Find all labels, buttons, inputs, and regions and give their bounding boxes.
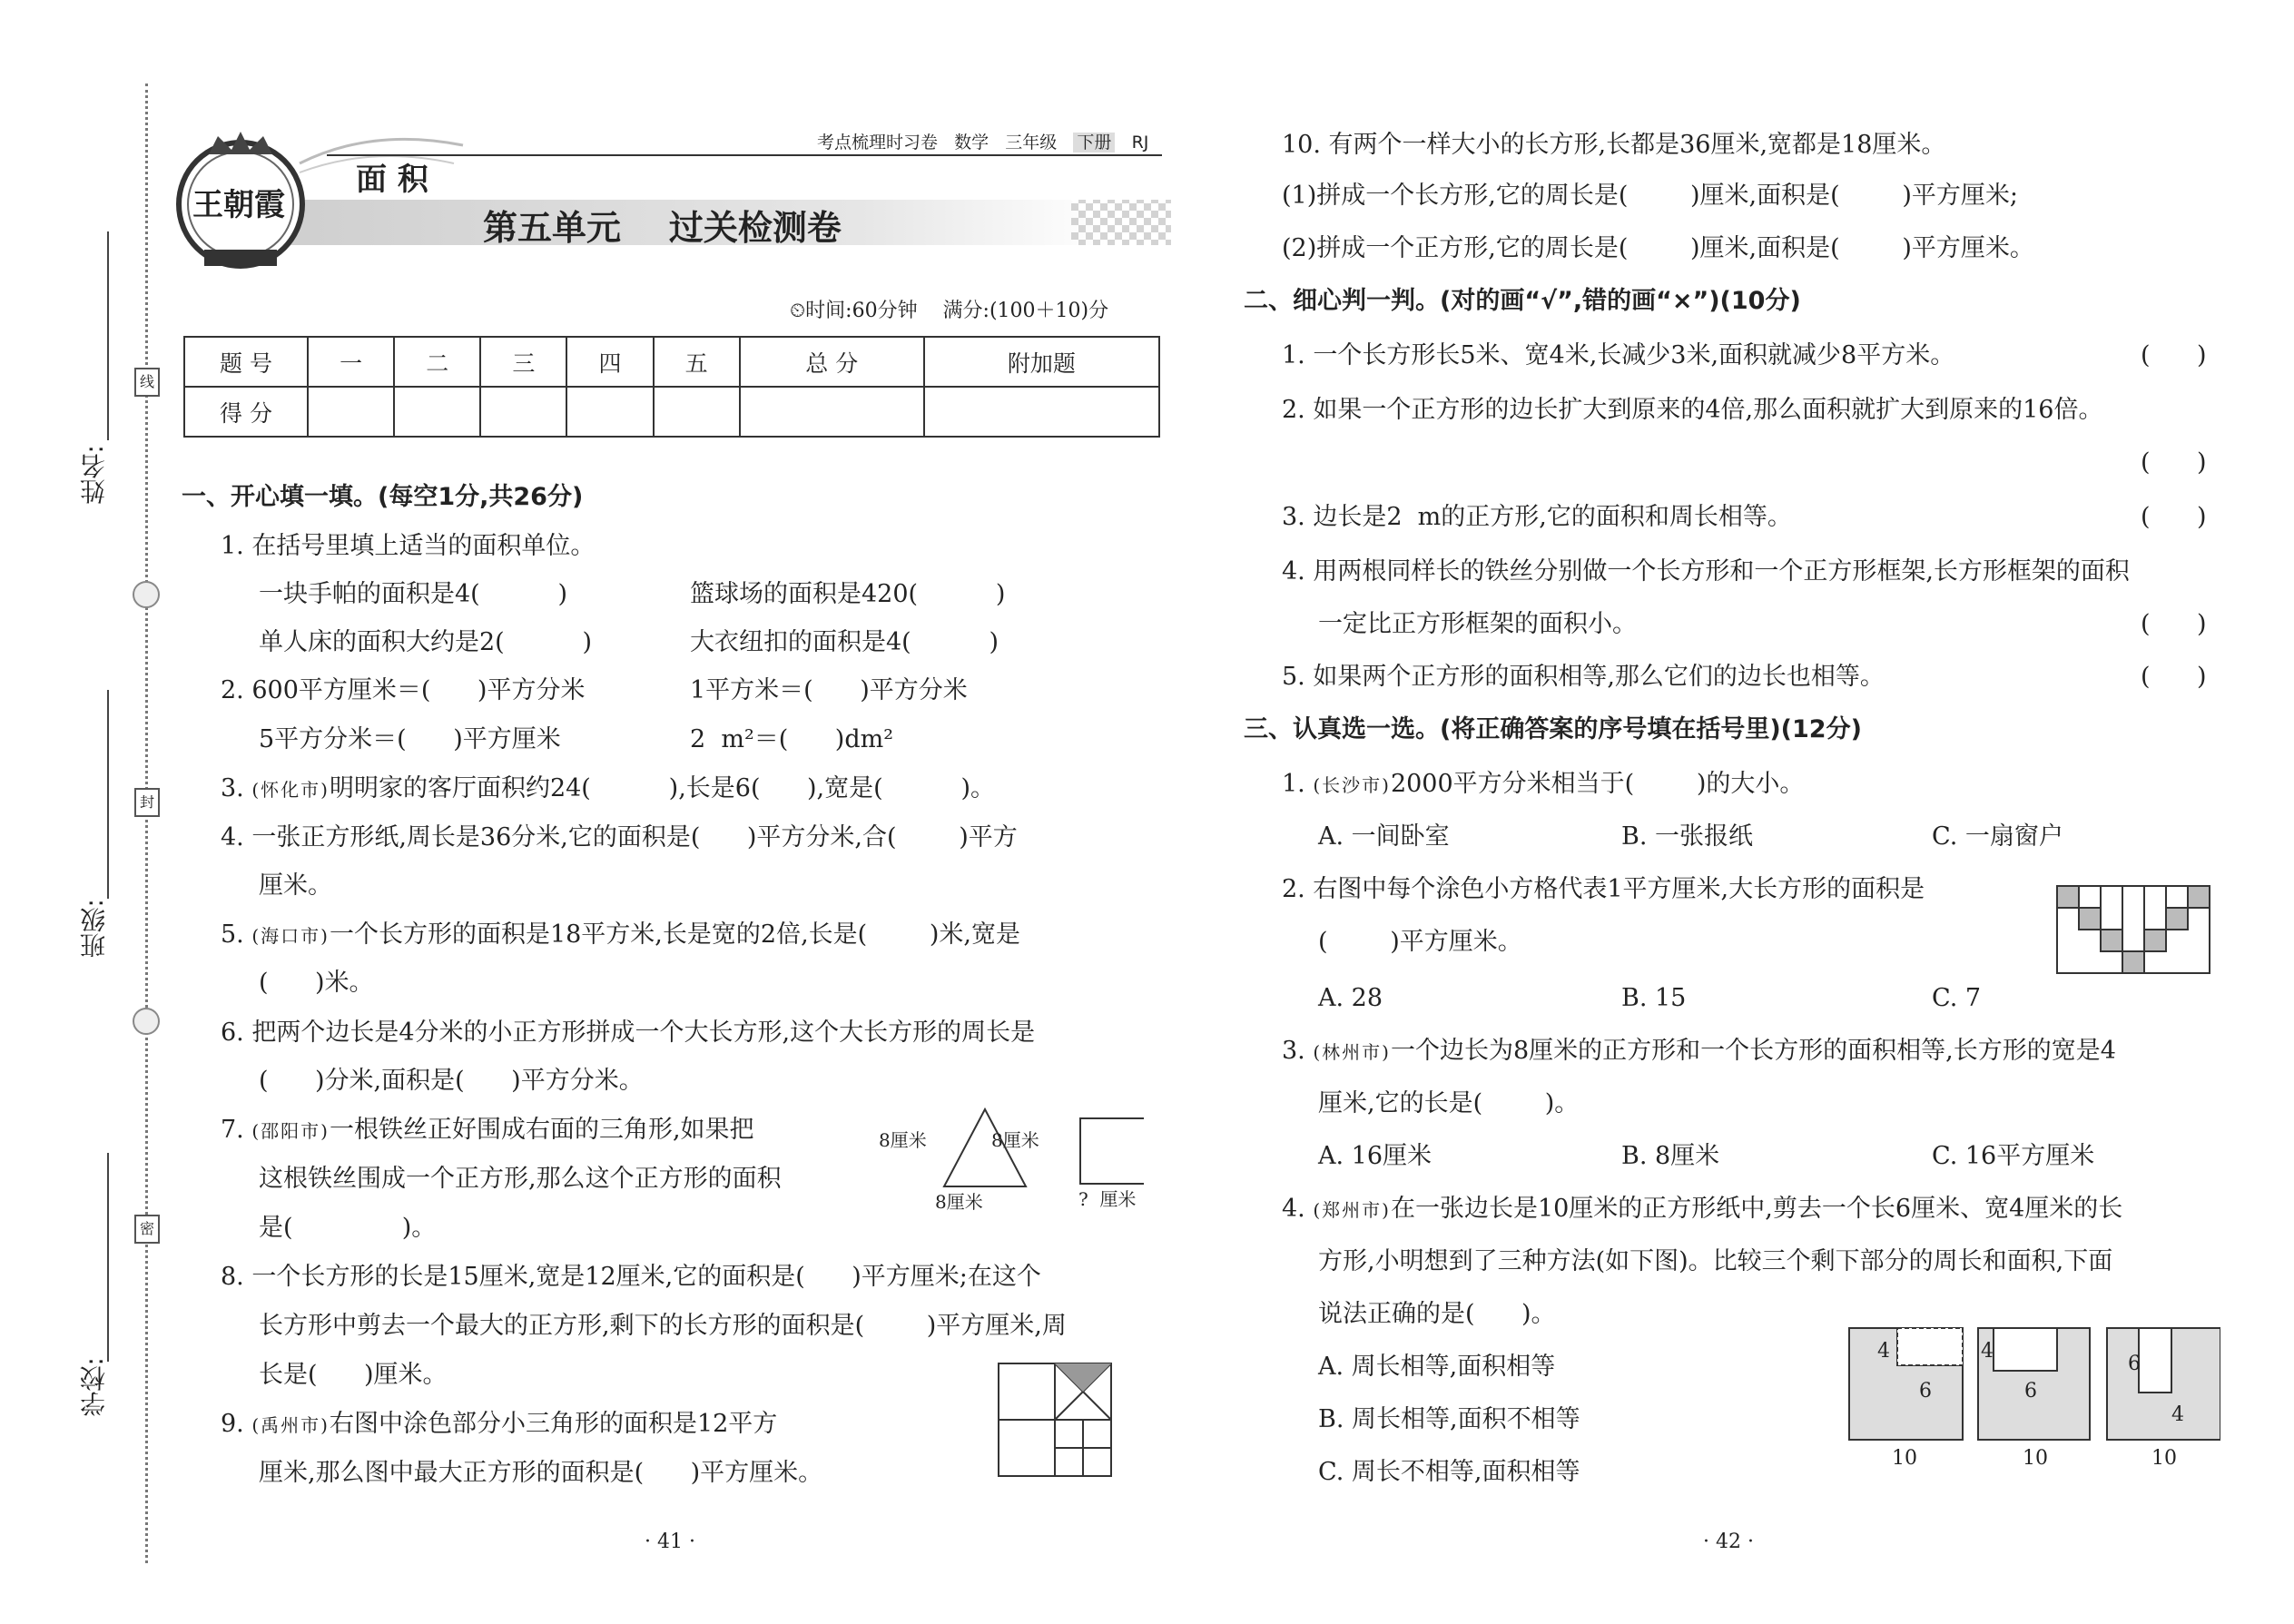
c3-source: (林州市) (1313, 1041, 1391, 1063)
c4-source: (郑州市) (1313, 1199, 1391, 1221)
score-cell: 三 (480, 337, 566, 387)
square-grid-figure (997, 1362, 1115, 1481)
choice-1-b[interactable]: B. 一张报纸 (1621, 822, 1754, 851)
logo-text: 王朝霞 (192, 187, 285, 223)
choice-4b: 方形,小明想到了三种方法(如下图)。比较三个剩下部分的周长和面积,下面 (1318, 1247, 2113, 1275)
fig3-label-6: 6 (2128, 1353, 2141, 1375)
choice-4: 4. (郑州市)在一张边长是10厘米的正方形纸中,剪去一个长6厘米、宽4厘米的长 (1282, 1195, 2123, 1223)
name-underline (107, 231, 109, 440)
q4: 4. 一张正方形纸,周长是36分米,它的面积是( )平方分米,合( )平方 (221, 823, 1018, 851)
q1a: 一块手帕的面积是4( ) (259, 580, 568, 608)
q2c: 5平方分米＝( )平方厘米 (259, 725, 561, 753)
score-table (183, 336, 1160, 438)
q10a: (1)拼成一个长方形,它的周长是( )厘米,面积是( )平方厘米; (1282, 182, 2018, 210)
choice-2-a[interactable]: A. 28 (1318, 984, 1383, 1012)
q3: 3. (怀化市)明明家的客厅面积约24( ),长是6( ),宽是( )。 (221, 774, 995, 802)
line-mark: 线 (134, 368, 160, 397)
page-number-left: · 41 · (645, 1530, 695, 1553)
judge-4: 4. 用两根同样长的铁丝分别做一个长方形和一个正方形框架,长方形框架的面积 (1282, 557, 2130, 586)
header-series (817, 129, 1148, 153)
series-name: 考点梳理时习卷 (817, 133, 939, 153)
score-value-row (184, 387, 1159, 437)
choice-4c: 说法正确的是( )。 (1318, 1300, 1556, 1328)
score-input-cell[interactable] (740, 387, 924, 437)
judge-2: 2. 如果一个正方形的边长扩大到原来的4倍,那么面积就扩大到原来的16倍。 (1282, 396, 2103, 424)
choice-1-a[interactable]: A. 一间卧室 (1318, 822, 1450, 851)
fig1-label-10: 10 (1892, 1447, 1917, 1470)
judge-2-answer[interactable]: ( ) (2141, 448, 2207, 477)
choice-4-a[interactable]: A. 周长相等,面积相等 (1318, 1353, 1556, 1381)
volume-name: 下册 (1073, 133, 1115, 153)
square-side-label: ? 厘米 (1078, 1188, 1137, 1210)
choice-2b: ( )平方厘米。 (1318, 928, 1522, 956)
q7c: 是( )。 (259, 1214, 437, 1242)
score-input-cell[interactable] (480, 387, 566, 437)
q9b: 厘米,那么图中最大正方形的面积是( )平方厘米。 (259, 1459, 823, 1487)
name-label: 姓名: (79, 445, 109, 505)
class-label: 班级: (79, 899, 109, 959)
score-cell: 总 分 (740, 337, 924, 387)
choice-1: 1. (长沙市)2000平方分米相当于( )的大小。 (1282, 770, 1805, 798)
page-title: 第五单元 过关检测卷 (483, 208, 842, 248)
class-underline (107, 690, 109, 899)
fig2-label-10: 10 (2023, 1447, 2048, 1470)
binding-dot-icon (133, 1008, 160, 1035)
judge-1: 1. 一个长方形长5米、宽4米,长减少3米,面积就减少8平方米。 (1282, 341, 1955, 369)
score-cell: 得 分 (184, 387, 308, 437)
fig2-label-6: 6 (2024, 1380, 2037, 1403)
q2b: 1平方米＝( )平方分米 (690, 676, 968, 704)
q1b: 篮球场的面积是420( ) (690, 580, 1006, 608)
score-cell: 附加题 (924, 337, 1159, 387)
q5-source: (海口市) (251, 925, 330, 947)
q8b: 长方形中剪去一个最大的正方形,剩下的长方形的面积是( )平方厘米,周 (259, 1312, 1067, 1340)
fig1-label-4: 4 (1877, 1340, 1890, 1363)
binding-dotted-line (145, 84, 148, 1563)
close-mark: 密 (134, 1215, 160, 1244)
edition-name: RJ (1131, 133, 1149, 153)
section-3-heading: 三、认真选一选。(将正确答案的序号填在括号里)(12分) (1244, 715, 1862, 743)
q7-source: (邵阳市) (251, 1120, 330, 1142)
triangle-left-label: 8厘米 (879, 1129, 927, 1151)
section-2-heading: 二、细心判一判。(对的画“√”,错的画“×”)(10分) (1244, 287, 1801, 315)
q7b: 这根铁丝围成一个正方形,那么这个正方形的面积 (259, 1165, 782, 1193)
topic-title: 面 积 (356, 162, 428, 198)
q5: 5. (海口市)一个长方形的面积是18平方米,长是宽的2倍,长是( )米,宽是 (221, 920, 1020, 949)
c1-source: (长沙市) (1313, 774, 1391, 796)
c3-text: 一个边长为8厘米的正方形和一个长方形的面积相等,长方形的宽是4 (1390, 1037, 2116, 1065)
q7-text: 一根铁丝正好围成右面的三角形,如果把 (329, 1116, 754, 1144)
triangle-right-label: 8厘米 (991, 1129, 1039, 1151)
choice-4-c[interactable]: C. 周长不相等,面积相等 (1318, 1458, 1580, 1486)
q5-text: 一个长方形的面积是18平方米,长是宽的2倍,长是( )米,宽是 (329, 920, 1020, 949)
school-underline (107, 1153, 109, 1362)
choice-3-a[interactable]: A. 16厘米 (1318, 1142, 1433, 1170)
q10: 10. 有两个一样大小的长方形,长都是36厘米,宽都是18厘米。 (1282, 131, 1946, 159)
c4-text: 在一张边长是10厘米的正方形纸中,剪去一个长6厘米、宽4厘米的长 (1390, 1195, 2123, 1223)
q1: 1. 在括号里填上适当的面积单位。 (221, 532, 596, 560)
score-cell: 二 (394, 337, 480, 387)
score-input-cell[interactable] (308, 387, 394, 437)
score-input-cell[interactable] (566, 387, 653, 437)
fig2-label-4: 4 (1981, 1340, 1994, 1363)
seal-mark: 封 (134, 788, 160, 817)
fig3-label-4: 4 (2171, 1403, 2184, 1426)
q8c: 长是( )厘米。 (259, 1361, 448, 1389)
q3-source: (怀化市) (251, 779, 330, 801)
q8: 8. 一个长方形的长是15厘米,宽是12厘米,它的面积是( )平方厘米;在这个 (221, 1263, 1041, 1291)
q1d: 大衣纽扣的面积是4( ) (690, 628, 999, 656)
choice-2-b[interactable]: B. 15 (1621, 984, 1687, 1012)
school-label: 学校: (79, 1357, 109, 1417)
header-rule (327, 154, 1162, 156)
choice-3: 3. (林州市)一个边长为8厘米的正方形和一个长方形的面积相等,长方形的宽是4 (1282, 1037, 2116, 1065)
score-input-cell[interactable] (654, 387, 740, 437)
q9-source: (禹州市) (251, 1414, 330, 1436)
q9-text: 右图中涂色部分小三角形的面积是12平方 (329, 1410, 778, 1438)
q6b: ( )分米,面积是( )平方分米。 (259, 1067, 644, 1095)
subject-name: 数学 (954, 133, 989, 153)
q7: 7. (邵阳市)一根铁丝正好围成右面的三角形,如果把 (221, 1116, 754, 1144)
q1c: 单人床的面积大约是2( ) (259, 628, 593, 656)
judge-3: 3. 边长是2 m的正方形,它的面积和周长相等。 (1282, 503, 1792, 531)
q2d: 2 m²＝( )dm² (690, 725, 894, 753)
fig1-label-6: 6 (1919, 1380, 1932, 1403)
score-cell: 四 (566, 337, 653, 387)
fig3-label-10: 10 (2151, 1447, 2177, 1470)
score-input-cell[interactable] (394, 387, 480, 437)
stair-grid-figure (2056, 885, 2212, 976)
score-cell: 一 (308, 337, 394, 387)
score-header-row (184, 337, 1159, 387)
judge-5: 5. 如果两个正方形的面积相等,那么它们的边长也相等。 (1282, 663, 1885, 691)
score-input-cell[interactable] (924, 387, 1159, 437)
triangle-bottom-label: 8厘米 (935, 1191, 983, 1213)
c1-text: 2000平方分米相当于( )的大小。 (1390, 770, 1805, 798)
choice-1-c[interactable]: C. 一扇窗户 (1932, 822, 2063, 851)
q5b: ( )米。 (259, 969, 374, 997)
score-cell: 五 (654, 337, 740, 387)
choice-3-b[interactable]: B. 8厘米 (1621, 1142, 1720, 1170)
score-cell: 题 号 (184, 337, 308, 387)
q3-text: 明明家的客厅面积约24( ),长是6( ),宽是( )。 (329, 774, 995, 802)
judge-4b: 一定比正方形框架的面积小。 (1318, 610, 1637, 638)
judge-5-answer[interactable]: ( ) (2141, 663, 2207, 691)
q9: 9. (禹州市)右图中涂色部分小三角形的面积是12平方 (221, 1410, 778, 1438)
section-1-heading: 一、开心填一填。(每空1分,共26分) (182, 483, 584, 511)
judge-4-answer[interactable]: ( ) (2141, 610, 2207, 638)
q2a: 2. 600平方厘米＝( )平方分米 (221, 676, 586, 704)
page-number-right: · 42 · (1703, 1530, 1754, 1553)
time-info: ⏲时间:60分钟 满分:(100＋10)分 (790, 300, 1109, 322)
binding-dot-icon (133, 581, 160, 608)
judge-1-answer[interactable]: ( ) (2141, 341, 2207, 369)
q6: 6. 把两个边长是4分米的小正方形拼成一个大长方形,这个大长方形的周长是 (221, 1019, 1036, 1047)
judge-3-answer[interactable]: ( ) (2141, 503, 2207, 531)
q4b: 厘米。 (259, 871, 332, 900)
choice-3-c[interactable]: C. 16平方厘米 (1932, 1142, 2095, 1170)
choice-3b: 厘米,它的长是( )。 (1318, 1089, 1580, 1117)
choice-4-b[interactable]: B. 周长相等,面积不相等 (1318, 1405, 1580, 1433)
choice-2-c[interactable]: C. 7 (1932, 984, 1982, 1012)
grade-name: 三年级 (1005, 133, 1058, 153)
choice-2: 2. 右图中每个涂色小方格代表1平方厘米,大长方形的面积是 (1282, 875, 1925, 903)
q10b: (2)拼成一个正方形,它的周长是( )厘米,面积是( )平方厘米。 (1282, 234, 2034, 262)
